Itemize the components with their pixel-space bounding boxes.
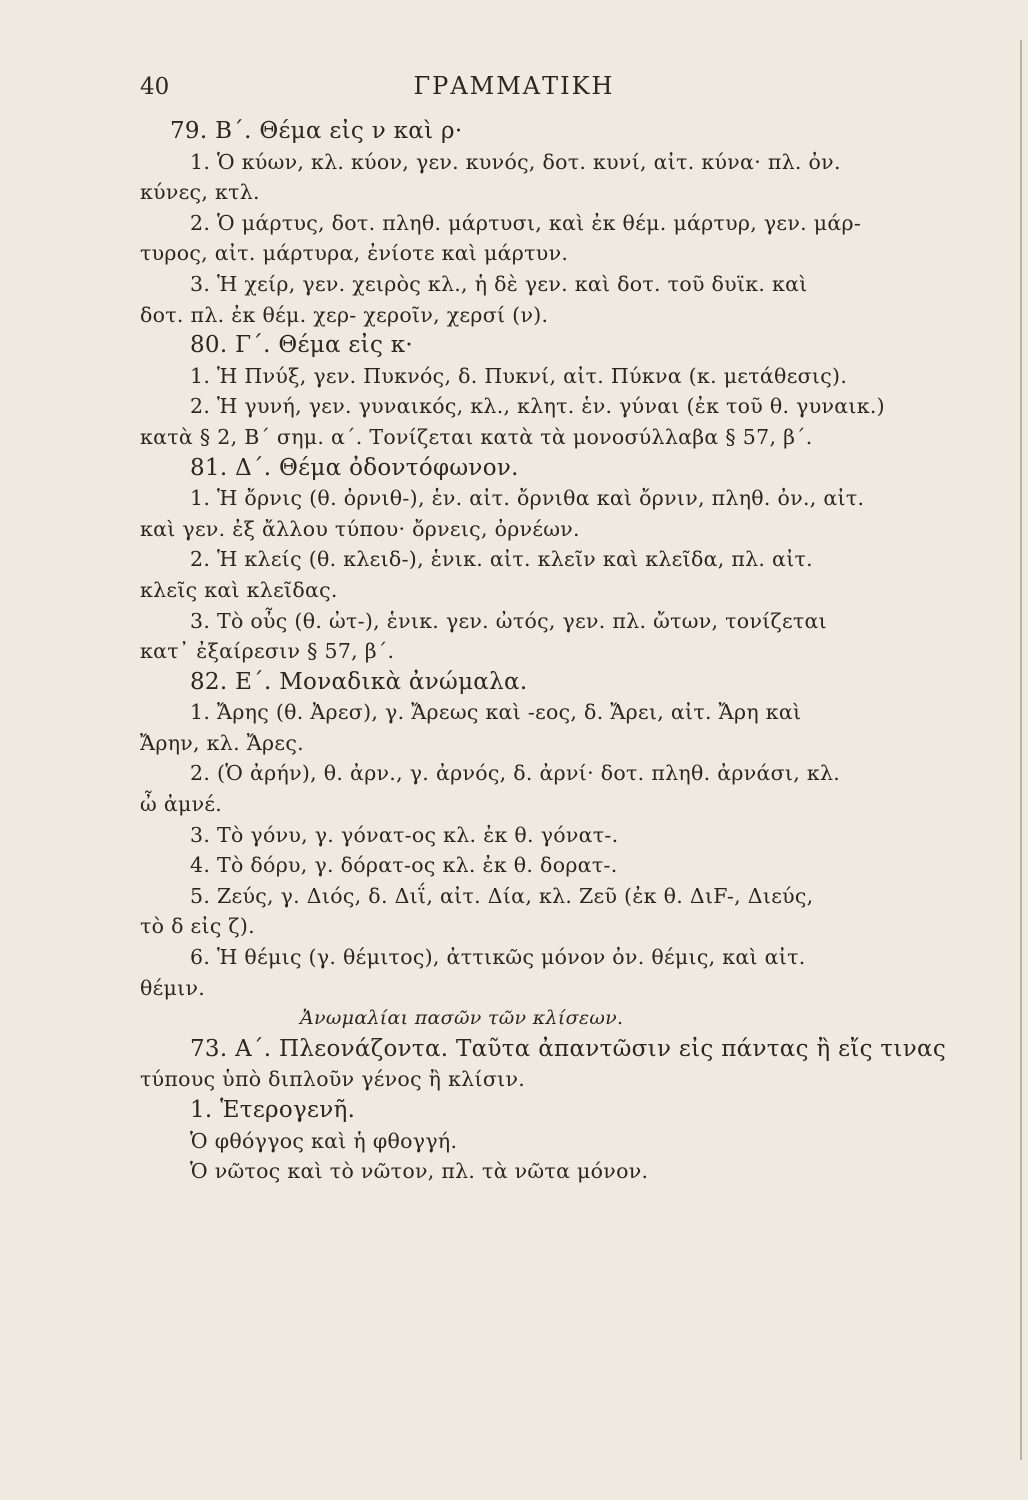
text-line: Ὁ φθόγγος καὶ ἡ φθογγή. [190, 1128, 458, 1153]
text-line: 80. Γ΄. Θέμα εἰς κ· [190, 332, 414, 359]
text-line: ὦ ἀμνέ. [140, 792, 223, 817]
text-line: 1. Ἄρης (θ. Ἀρεσ), γ. Ἄρεως καὶ -εος, δ. Ἄρει, αἰτ. Ἄρη καὶ [190, 700, 802, 725]
text-line: Ἄρην, κλ. Ἄρες. [140, 730, 304, 755]
text-line: θέμιν. [140, 975, 206, 1000]
text-line: 3. Τὸ γόνυ, γ. γόνατ-ος κλ. ἐκ θ. γόνατ-. [190, 822, 619, 847]
text-line: 82. Ε΄. Μοναδικὰ ἀνώμαλα. [190, 668, 528, 695]
text-line: 1. Ἡ Πνύξ, γεν. Πυκνός, δ. Πυκνί, αἰτ. Πύκνα (κ. μετάθεσις). [190, 363, 848, 388]
text-line: 73. Α΄. Πλεονάζοντα. Ταῦτα ἀπαντῶσιν εἰς πάντας ἢ εἴς τινας [190, 1035, 947, 1062]
text-line: 79. Β΄. Θέμα εἰς ν καὶ ρ· [170, 118, 463, 144]
text-line: δοτ. πλ. ἐκ θέμ. χερ- χεροῖν, χερσί (ν). [140, 302, 549, 327]
text-line: κλεῖς καὶ κλεῖδας. [140, 577, 338, 602]
text-line: κατὰ § 2, Β΄ σημ. α΄. Τονίζεται κατὰ τὰ μονοσύλλαβα § 57, β΄. [140, 424, 813, 449]
text-line: τύπους ὑπὸ διπλοῦν γένος ἢ κλίσιν. [140, 1067, 526, 1092]
text-line: 2. Ἡ γυνή, γεν. γυναικός, κλ., κλητ. ἑν. γύναι (ἐκ τοῦ θ. γυναικ.) [190, 394, 885, 419]
text-line: 1. Ἑτερογενῆ. [190, 1097, 356, 1123]
text-line: κατ᾽ ἐξαίρεσιν § 57, β΄. [140, 639, 395, 664]
text-line: καὶ γεν. ἐξ ἄλλου τύπου· ὄρνεις, ὀρνέων. [140, 516, 580, 541]
text-line: 5. Ζεύς, γ. Διός, δ. Διΐ, αἰτ. Δία, κλ. Ζεῦ (ἐκ θ. ΔιF-, Διεύς, [190, 883, 814, 908]
text-line: 2. Ἡ κλείς (θ. κλειδ-), ἑνικ. αἰτ. κλεῖν καὶ κλεῖδα, πλ. αἰτ. [190, 547, 813, 572]
text-line: 4. Τὸ δόρυ, γ. δόρατ-ος κλ. ἐκ θ. δορατ-. [190, 853, 618, 878]
text-line: Ὁ νῶτος καὶ τὸ νῶτον, πλ. τὰ νῶτα μόνον. [190, 1159, 649, 1184]
text-line: 2. (Ὁ ἀρήν), θ. ἀρν., γ. ἀρνός, δ. ἀρνί· δοτ. πληθ. ἀρνάσι, κλ. [190, 761, 841, 786]
text-line: κύνες, κτλ. [140, 180, 260, 205]
text-line: τυρος, αἰτ. μάρτυρα, ἐνίοτε καὶ μάρτυν. [140, 241, 569, 266]
page-body [140, 116, 965, 1187]
running-title: ΓΡΑΜΜΑΤΙΚΗ [413, 72, 615, 100]
text-line: 1. Ὁ κύων, κλ. κύον, γεν. κυνός, δοτ. κυνί, αἰτ. κύνα· πλ. ὀν. [190, 149, 841, 174]
text-line: 3. Ἡ χείρ, γεν. χειρὸς κλ., ἡ δὲ γεν. καὶ δοτ. τοῦ δυϊκ. καὶ [190, 271, 808, 296]
text-line: 81. Δ΄. Θέμα ὀδοντόφωνον. [190, 454, 519, 481]
text-line: τὸ δ εἰς ζ). [140, 914, 255, 939]
text-line: 2. Ὁ μάρτυς, δοτ. πληθ. μάρτυσι, καὶ ἐκ θέμ. μάρτυρ, γεν. μάρ- [190, 210, 862, 235]
text-line: 3. Τὸ οὖς (θ. ὠτ-), ἑνικ. γεν. ὠτός, γεν. πλ. ὤτων, τονίζεται [190, 608, 827, 633]
text-line: Ἀνωμαλίαι πασῶν τῶν κλίσεων. [300, 1007, 624, 1030]
text-line: 6. Ἡ θέμις (γ. θέμιτος), ἀττικῶς μόνον ὀν. θέμις, καὶ αἰτ. [190, 945, 806, 970]
page-edge-shadow [1020, 40, 1022, 1460]
text-line: 1. Ἡ ὄρνις (θ. ὀρνιθ-), ἑν. αἰτ. ὄρνιθα καὶ ὄρνιν, πληθ. ὀν., αἰτ. [190, 486, 865, 511]
page-number: 40 [140, 74, 170, 100]
